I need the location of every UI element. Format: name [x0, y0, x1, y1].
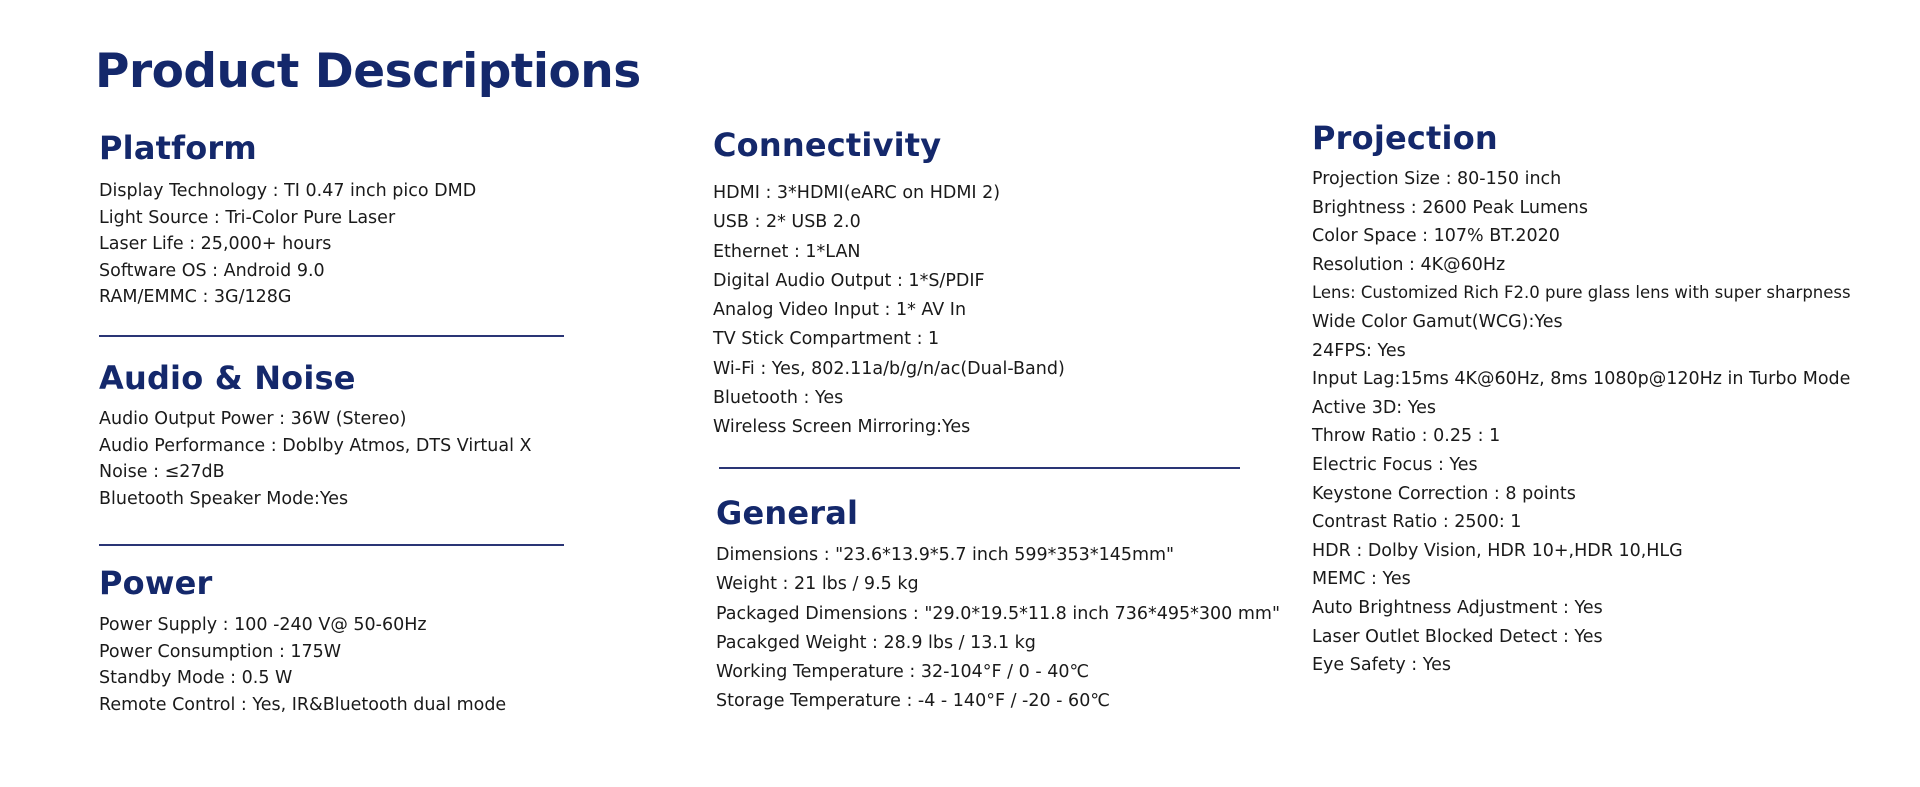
spec-item: Electric Focus : Yes — [1312, 454, 1478, 475]
spec-item: Weight : 21 lbs / 9.5 kg — [716, 574, 919, 595]
projection-spec-list — [1312, 165, 1851, 680]
spec-item: Wi-Fi : Yes, 802.11a/b/g/n/ac(Dual-Band) — [713, 358, 1065, 379]
platform-spec-list — [99, 178, 476, 311]
spec-item: Resolution : 4K@60Hz — [1312, 254, 1506, 275]
spec-item: Contrast Ratio : 2500: 1 — [1312, 512, 1522, 533]
spec-item: Pacakged Weight : 28.9 lbs / 13.1 kg — [716, 632, 1036, 653]
general-heading: General — [716, 494, 859, 532]
power-heading: Power — [99, 564, 213, 602]
spec-item: Projection Size : 80-150 inch — [1312, 169, 1562, 189]
spec-item: Standby Mode : 0.5 W — [99, 668, 293, 688]
projection-section — [1312, 116, 1851, 680]
section-divider — [99, 335, 564, 337]
power-section — [99, 562, 506, 718]
connectivity-section — [713, 122, 1065, 443]
spec-item: Wireless Screen Mirroring:Yes — [713, 417, 971, 438]
spec-item: Auto Brightness Adjustment : Yes — [1312, 597, 1603, 618]
spec-item: Color Space : 107% BT.2020 — [1312, 226, 1560, 247]
spec-item: Lens: Customized Rich F2.0 pure glass lens with super sharpness — [1312, 283, 1851, 303]
spec-item: MEMC : Yes — [1312, 569, 1411, 590]
section-divider — [719, 467, 1240, 469]
spec-item: Input Lag:15ms 4K@60Hz, 8ms 1080p@120Hz in Turbo Mode — [1312, 369, 1851, 390]
spec-item: Ethernet : 1*LAN — [713, 241, 861, 262]
spec-item: USB : 2* USB 2.0 — [713, 212, 861, 233]
audio-section — [99, 356, 532, 512]
spec-item: Keystone Correction : 8 points — [1312, 483, 1576, 504]
spec-item: Working Temperature : 32-104°F / 0 - 40℃ — [716, 662, 1090, 683]
spec-item: RAM/EMMC : 3G/128G — [99, 287, 292, 307]
audio-heading: Audio & Noise — [99, 359, 356, 397]
spec-item: Audio Performance : Doblby Atmos, DTS Virtual X — [99, 435, 532, 456]
spec-item: 24FPS: Yes — [1312, 340, 1406, 361]
section-divider — [99, 544, 564, 546]
connectivity-spec-list — [713, 179, 1065, 443]
spec-item: HDMI : 3*HDMI(eARC on HDMI 2) — [713, 183, 1001, 203]
general-spec-list — [716, 541, 1280, 717]
spec-item: Brightness : 2600 Peak Lumens — [1312, 197, 1589, 218]
spec-item: Power Supply : 100 -240 V@ 50-60Hz — [99, 615, 427, 635]
spec-item: Remote Control : Yes, IR&Bluetooth dual mode — [99, 694, 507, 715]
spec-item: Power Consumption : 175W — [99, 641, 342, 662]
spec-item: Light Source : Tri-Color Pure Laser — [99, 207, 396, 228]
spec-item: Active 3D: Yes — [1312, 397, 1437, 418]
connectivity-heading: Connectivity — [713, 126, 942, 164]
spec-item: Bluetooth : Yes — [713, 388, 844, 409]
spec-item: Analog Video Input : 1* AV In — [713, 300, 967, 321]
spec-item: Audio Output Power : 36W (Stereo) — [99, 409, 407, 429]
platform-section — [99, 126, 476, 311]
spec-item: TV Stick Compartment : 1 — [713, 329, 940, 350]
spec-item: Digital Audio Output : 1*S/PDIF — [713, 270, 985, 291]
spec-item: Noise : ≤27dB — [99, 462, 225, 482]
projection-heading: Projection — [1312, 119, 1498, 157]
spec-item: Software OS : Android 9.0 — [99, 260, 325, 281]
audio-spec-list — [99, 406, 532, 512]
platform-heading: Platform — [99, 129, 257, 167]
spec-item: Laser Outlet Blocked Detect : Yes — [1312, 626, 1603, 647]
spec-item: Wide Color Gamut(WCG):Yes — [1312, 311, 1563, 332]
general-section — [716, 490, 1280, 717]
spec-item: Display Technology : TI 0.47 inch pico DMD — [99, 181, 477, 201]
spec-item: Laser Life : 25,000+ hours — [99, 234, 332, 254]
spec-item: Throw Ratio : 0.25 : 1 — [1312, 426, 1501, 447]
spec-item: Packaged Dimensions : "29.0*19.5*11.8 inch 736*495*300 mm" — [716, 603, 1281, 624]
power-spec-list — [99, 612, 506, 718]
spec-item: HDR : Dolby Vision, HDR 10+,HDR 10,HLG — [1312, 540, 1683, 561]
page-title: Product Descriptions — [95, 44, 641, 99]
spec-item: Dimensions : "23.6*13.9*5.7 inch 599*353*145mm" — [716, 545, 1175, 565]
spec-item: Bluetooth Speaker Mode:Yes — [99, 488, 349, 509]
spec-item: Storage Temperature : -4 - 140°F / -20 - 60℃ — [716, 691, 1110, 712]
spec-item: Eye Safety : Yes — [1312, 655, 1451, 676]
